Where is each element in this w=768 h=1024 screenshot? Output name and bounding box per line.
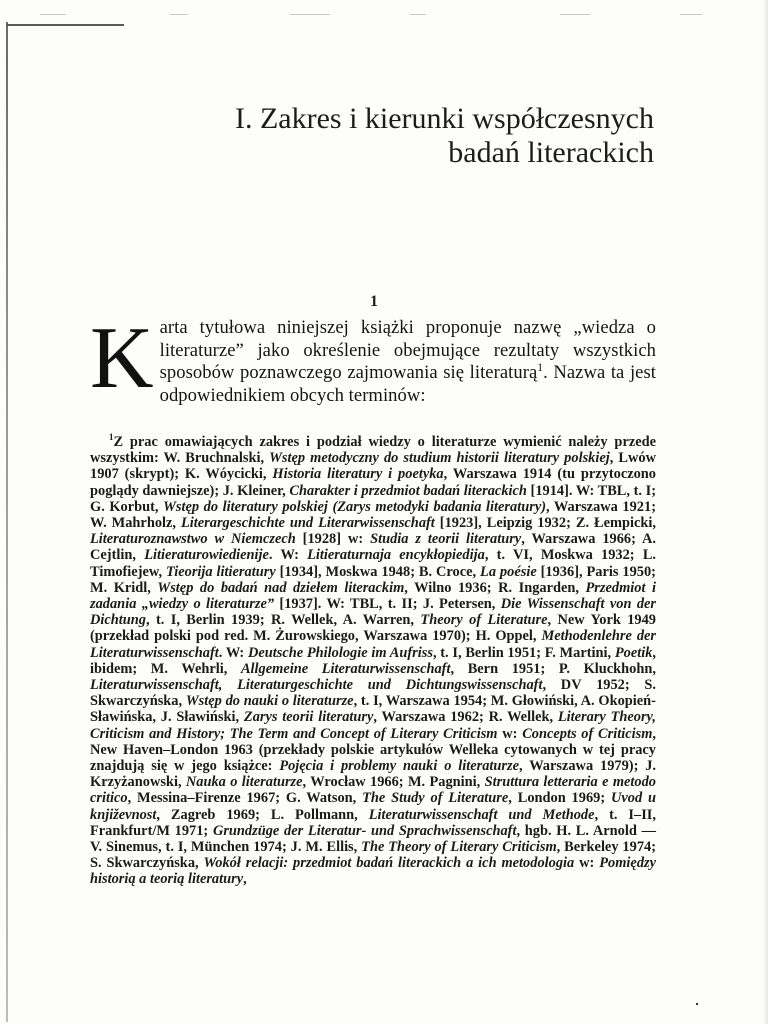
footnote-text-run: Z prac omawiających zakres i podział wiedzy o literaturze wymienić należy przede wszystkim: W. Bruchnalski, (90, 434, 656, 467)
footnote-text-run: , Warszawa 1962; R. Wellek, (373, 709, 558, 726)
footnote-title-italic: Charakter i przedmiot badań literackich (289, 482, 527, 499)
footnote-title-italic: The Theory of Literary Criticism (361, 839, 557, 856)
body-text-tail: . Nazwa ta jest odpowiednikiem obcych terminów: (159, 362, 656, 406)
footnote-text-run: , New Haven–London 1963 (przekłady polskie artykułów Welleka cytowanych w tej pracy znajdują się w jego książce: (90, 725, 657, 775)
footnote-title-italic: Tieorija litieratury (166, 563, 276, 580)
footnote-marker: 1 (109, 432, 114, 443)
footnote-title-italic: Literaturoznawstwo w Niemczech (90, 531, 296, 548)
footnote-text-run: , DV 1952; S. Skwarczyńska, (90, 677, 656, 710)
footnote-text-run: , hgb. H. L. Arnold — V. Sinemus, t. I, München 1974; J. M. Ellis, (90, 822, 656, 856)
footnote-title-italic: Uvod u književnost (90, 790, 656, 823)
footnote-text-run: , t. I–II, Frankfurt/M 1971; (90, 806, 656, 839)
footnote-text-run: , Wilno 1936; R. Ingarden, (404, 579, 586, 596)
chapter-title (150, 102, 654, 170)
footnote-paragraph (90, 434, 656, 888)
footnote-text-run: . W: (218, 644, 248, 661)
footnote-text-run: , New York 1949 (przekład polski pod red. M. Żurowskiego, Warszawa 1970); H. Oppel, (90, 612, 656, 645)
scan-top-marks (40, 14, 740, 18)
footnote-title-italic: Studia z teorii literatury (370, 531, 522, 548)
footnote-text-run: , Warszawa 1921; W. Mahrholz, (90, 498, 656, 532)
footnote-title-italic: Litieraturnaja encykłopiedija (307, 547, 485, 564)
footnote-title-italic: Historia literatury i poetyka (272, 466, 444, 483)
footnote-text-run: , t. I, Berlin 1951; F. Martini, (432, 644, 615, 661)
footnote-text-run: , (243, 871, 247, 888)
footnote-text-run: , Warszawa 1966; A. Cejtlin, (90, 531, 657, 564)
footnote-title-italic: Literary Theory, Criticism and History; The Term and Concept of Literary Criticism (90, 709, 657, 742)
footnote-title-italic: Wstęp do badań nad dziełem literackim (157, 579, 405, 596)
footnote-text-run: , t. I, Warszawa 1954; M. Głowiński, A. Okopień-Sławińska, J. Sławiński, (90, 693, 656, 726)
footnote-text-run: , Bern 1951; P. Kluckhohn, (450, 660, 656, 677)
chapter-title-line-2: badań literackich (448, 136, 654, 169)
footnote-text-run: , ibidem; M. Wehrli, (90, 644, 657, 677)
scan-top-edge (6, 24, 124, 26)
footnote-title-italic: Allgemeine Literaturwissenschaft (240, 660, 451, 677)
footnote-text-run: [1928] w: (295, 531, 371, 548)
footnote-text-run: , Zagreb 1969; L. Pollmann, (156, 806, 369, 823)
footnote-title-italic: Wstęp do literatury polskiej (Zarys metodyki badania literatury) (163, 498, 546, 515)
footnote-text-run: , Berkeley 1974; S. Skwarczyńska, (90, 839, 656, 872)
footnote-text-run: [1936], Paris 1950; M. Kridl, (90, 563, 656, 596)
footnote-title-italic: La poésie (480, 563, 537, 580)
footnote-title-italic: Pojęcia i problemy nauki o literaturze (279, 758, 520, 775)
scan-speck (696, 1003, 698, 1005)
chapter-title-line-1: I. Zakres i kierunki współczesnych (234, 102, 654, 135)
drop-cap: K (90, 310, 154, 407)
footnote-title-italic: Wstęp do nauki o literaturze (185, 693, 354, 710)
footnote-text-run: w: (497, 725, 523, 742)
footnote-text-run: , Wrocław 1966; M. Pagnini, (302, 774, 485, 791)
footnote-title-italic: Wokół relacji: przedmiot badań literackich a ich metodologia (203, 855, 575, 872)
footnote-title-italic: Litieraturowiedienije (144, 547, 269, 564)
footnote-title-italic: Zarys teorii literatury (243, 709, 374, 726)
body-paragraph (90, 310, 656, 407)
footnote-text-run: , t. I, Berlin 1939; R. Wellek, A. Warren, (145, 612, 421, 629)
footnote-title-italic: Grundzüge der Literatur- und Sprachwissenschaft (212, 822, 517, 839)
footnote-text-run: , Lwów 1907 (skrypt); K. Wóycicki, (90, 450, 657, 483)
footnote-title-italic: Poetik (614, 644, 653, 661)
footnote-text-run: [1923], Leipzig 1932; Z. Łempicki, (434, 515, 656, 532)
footnote-title-italic: Literaturwissenschaft und Methode (368, 806, 595, 823)
footnote-title-italic: Concepts of Criticism (522, 725, 653, 742)
footnote-text-run: [1914]. W: TBL, t. I; G. Korbut, (90, 482, 656, 515)
footnote-title-italic: Przedmiot i zadania „wiedzy o literaturze” (90, 579, 656, 613)
footnote-reference[interactable]: 1 (537, 361, 544, 374)
footnote-title-italic: Literaturwissenschaft, Literaturgeschichte und Dichtungswissenschaft (90, 677, 543, 694)
footnote-title-italic: The Study of Literature (362, 790, 509, 807)
footnote-text-run: [1937]. W: TBL, t. II; J. Petersen, (274, 596, 501, 613)
footnote-text-run: , Warszawa 1914 (tu przytoczono poglądy dawniejsze); J. Kleiner, (90, 466, 656, 499)
scan-right-edge (762, 0, 768, 1024)
section-number: 1 (370, 293, 378, 310)
footnote-text-run: . W: (268, 547, 308, 564)
footnote-title-italic: Nauka o literaturze (185, 774, 303, 791)
footnote-text-run: , Warszawa 1979); J. Krzyżanowski, (90, 758, 657, 791)
footnote (90, 434, 656, 888)
footnote-title-italic: Wstęp metodyczny do studium historii literatury polskiej (269, 450, 610, 467)
footnote-title-italic: Die Wissenschaft von der Dichtung (90, 596, 656, 629)
body-text-main: arta tytułowa niniejszej książki proponuje nazwę „wiedza o literaturze” jako określenie obejmujące rezultaty wszystkich sposobów poznawczego zajmowania się literaturą (159, 317, 656, 383)
footnote-title-italic: Deutsche Philologie im Aufriss (247, 644, 433, 661)
footnote-text-run: [1934], Moskwa 1948; B. Croce, (275, 563, 481, 580)
footnote-title-italic: Literargeschichte und Literarwissenschaft (180, 515, 435, 532)
footnote-title-italic: Pomiędzy historią a teorią literatury (90, 855, 656, 888)
footnote-title-italic: Methodenlehre der Literaturwissenschaft (90, 628, 656, 661)
scan-left-edge (6, 22, 8, 1022)
footnote-text-run: , Messina–Firenze 1967; G. Watson, (127, 790, 363, 807)
footnote-text-run: , t. VI, Moskwa 1932; L. Timofiejew, (90, 547, 657, 580)
footnote-text-run: w: (574, 855, 600, 872)
footnote-text-run: , London 1969; (508, 790, 611, 807)
footnote-title-italic: Theory of Literature (420, 612, 548, 629)
footnote-title-italic: Struttura letteraria e metodo critico (90, 774, 656, 807)
footnote-text (90, 434, 656, 887)
